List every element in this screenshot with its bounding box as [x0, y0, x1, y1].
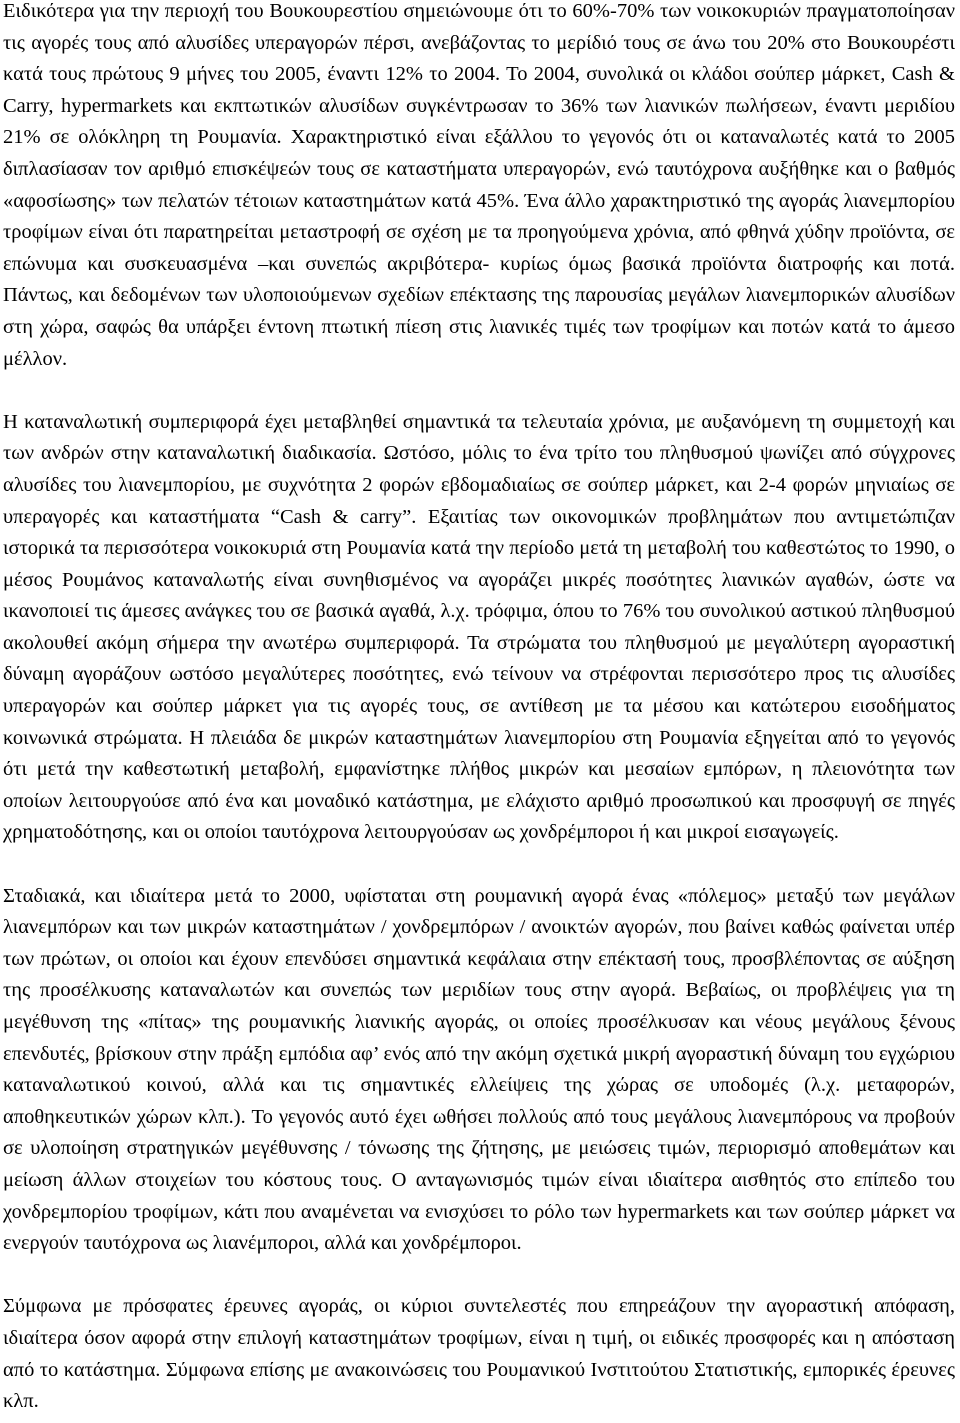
paragraph-retail-competition: Σταδιακά, και ιδιαίτερα μετά το 2000, υφίσταται στη ρουμανική αγορά ένας «πόλεμος» μεταξύ των μεγάλων λιανεμπόρων και των μικρών καταστημάτων / χονδρεμπόρων / ανοικτών αγορών, που βαίνει καθώς φαίνεται υπέρ των πρώτων, οι οποίοι και έχουν επενδύσει σημαντικά κεφάλαια στην επέκτασή τους, προσβλέποντας σε αύξηση της προσέλκυσης καταναλωτών και συνεπώς των μεριδίων τους στην αγορά. Βεβαίως, οι προβλέψεις για τη μεγέθυνση της «πίτας» της ρουμανικής λιανικής αγοράς, οι οποίες προσέλκυσαν και νέους μεγάλους ξένους επενδυτές, βρίσκουν στην πράξη εμπόδια αφ’ ενός από την ακόμη σχετικά μικρή αγοραστική δύναμη του εγχώριου καταναλωτικού κοινού, αλλά και τις σημαντικές ελλείψεις της χώρας σε υποδομές (λ.χ. μεταφορών, αποθηκευτικών χώρων κλπ.). Το γεγονός αυτό έχει ωθήσει πολλούς από τους μεγάλους λιανεμπόρους να προβούν σε υλοποίηση στρατηγικών μεγέθυνσης / τόνωσης της ζήτησης, με μειώσεις τιμών, περιορισμό αποθεμάτων και μείωση άλλων στοιχείων του κόστους τους. Ο ανταγωνισμός τιμών είναι ιδιαίτερα αισθητός στο επίπεδο του χονδρεμπορίου τροφίμων, κάτι που αναμένεται να ενισχύσει το ρόλο των hypermarkets και των σούπερ μάρκετ να ενεργούν ταυτόχρονα ως λιανέμποροι, αλλά και χονδρέμποροι. [3, 884, 955, 1255]
paragraph-bucharest-market-share: Ειδικότερα για την περιοχή του Βουκουρεστίου σημειώνουμε ότι το 60%-70% των νοικοκυριών πραγματοποίησαν τις αγορές τους από αλυσίδες υπεραγορών πέρσι, ανεβάζοντας το μερίδιό τους σε άνω του 20% στο Βουκουρέστι κατά τους πρώτους 9 μήνες του 2005, έναντι 12% το 2004. Το 2004, συνολικά οι κλάδοι σούπερ μάρκετ, Cash & Carry, hypermarkets και εκπτωτικών αλυσίδων συγκέντρωσαν το 36% των λιανικών πωλήσεων, έναντι μεριδίου 21% σε ολόκληρη τη Ρουμανία. Χαρακτηριστικό είναι εξάλλου το γεγονός ότι οι καταναλωτές κατά το 2005 διπλασίασαν τον αριθμό επισκέψεών τους σε καταστήματα υπεραγορών, ενώ ταυτόχρονα αυξήθηκε και ο βαθμός «αφοσίωσης» των πελατών τέτοιων καταστημάτων κατά 45%. Ένα άλλο χαρακτηριστικό της αγοράς λιανεμπορίου τροφίμων είναι ότι παρατηρείται μεταστροφή σε σχέση με τα προηγούμενα χρόνια, από φθηνά χύδην προϊόντα, σε επώνυμα και συσκευασμένα –και συνεπώς ακριβότερα- κυρίως όμως βασικά προϊόντα διατροφής και ποτά. Πάντως, και δεδομένων των υλοποιούμενων σχεδίων επέκτασης της παρουσίας μεγάλων λιανεμπορικών αλυσίδων στη χώρα, σαφώς θα υπάρξει έντονη πτωτική πίεση στις λιανικές τιμές των τροφίμων και ποτών κατά το άμεσο μέλλον. [3, 0, 955, 370]
paragraph-purchase-factors: Σύμφωνα με πρόσφατες έρευνες αγοράς, οι κύριοι συντελεστές που επηρεάζουν την αγοραστική απόφαση, ιδιαίτερα όσον αφορά στην επιλογή καταστημάτων τροφίμων, είναι η τιμή, οι ειδικές προσφορές και η απόσταση από το κατάστημα. Σύμφωνα επίσης με ανακοινώσεις του Ρουμανικού Ινστιτούτου Στατιστικής, εμπορικές έρευνες κλπ. [3, 1295, 955, 1413]
paragraph-consumer-behavior: Η καταναλωτική συμπεριφορά έχει μεταβληθεί σημαντικά τα τελευταία χρόνια, με αυξανόμενη τη συμμετοχή και των ανδρών στην καταναλωτική διαδικασία. Ωστόσο, μόλις το ένα τρίτο του πληθυσμού ψωνίζει από σύγχρονες αλυσίδες του λιανεμπορίου, με συχνότητα 2 φορών εβδομαδιαίως σε σούπερ μάρκετ, και 2-4 φορών μηνιαίως σε υπεραγορές και καταστήματα “Cash & carry”. Εξαιτίας των οικονομικών προβλημάτων που αντιμετώπιζαν ιστορικά τα περισσότερα νοικοκυριά στη Ρουμανία κατά την περίοδο μετά τη μεταβολή του καθεστώτος το 1990, ο μέσος Ρουμάνος καταναλωτής είναι συνηθισμένος να αγοράζει μικρές ποσότητες λιανικών αγαθών, ώστε να ικανοποιεί τις άμεσες ανάγκες του σε βασικά αγαθά, λ.χ. τρόφιμα, όπου το 76% του συνολικού αστικού πληθυσμού ακολουθεί ακόμη σήμερα την ανωτέρω συμπεριφορά. Τα στρώματα του πληθυσμού με μεγαλύτερη αγοραστική δύναμη αγοράζουν ωστόσο μεγαλύτερες ποσότητες, ενώ τείνουν να στρέφονται περισσότερο προς τις αλυσίδες υπεραγορών και σούπερ μάρκετ για τις αγορές τους, σε αντίθεση με τα μέσου και κατώτερου εισοδήματος κοινωνικά στρώματα. Η πλειάδα δε μικρών καταστημάτων λιανεμπορίου στη Ρουμανία εξηγείται από το γεγονός ότι μετά την καθεστωτική μεταβολή, εμφανίστηκε πλήθος μικρών και μεσαίων εμπόρων, η πλειονότητα των οποίων λειτουργούσε από ένα και μοναδικό κατάστημα, με ελάχιστο αριθμό προσωπικού και προσφυγή σε πηγές χρηματοδότησης, και οι οποίοι ταυτόχρονα λειτουργούσαν ως χονδρέμποροι ή και μικροί εισαγωγείς. [3, 410, 955, 844]
document-page [3, 0, 955, 1418]
